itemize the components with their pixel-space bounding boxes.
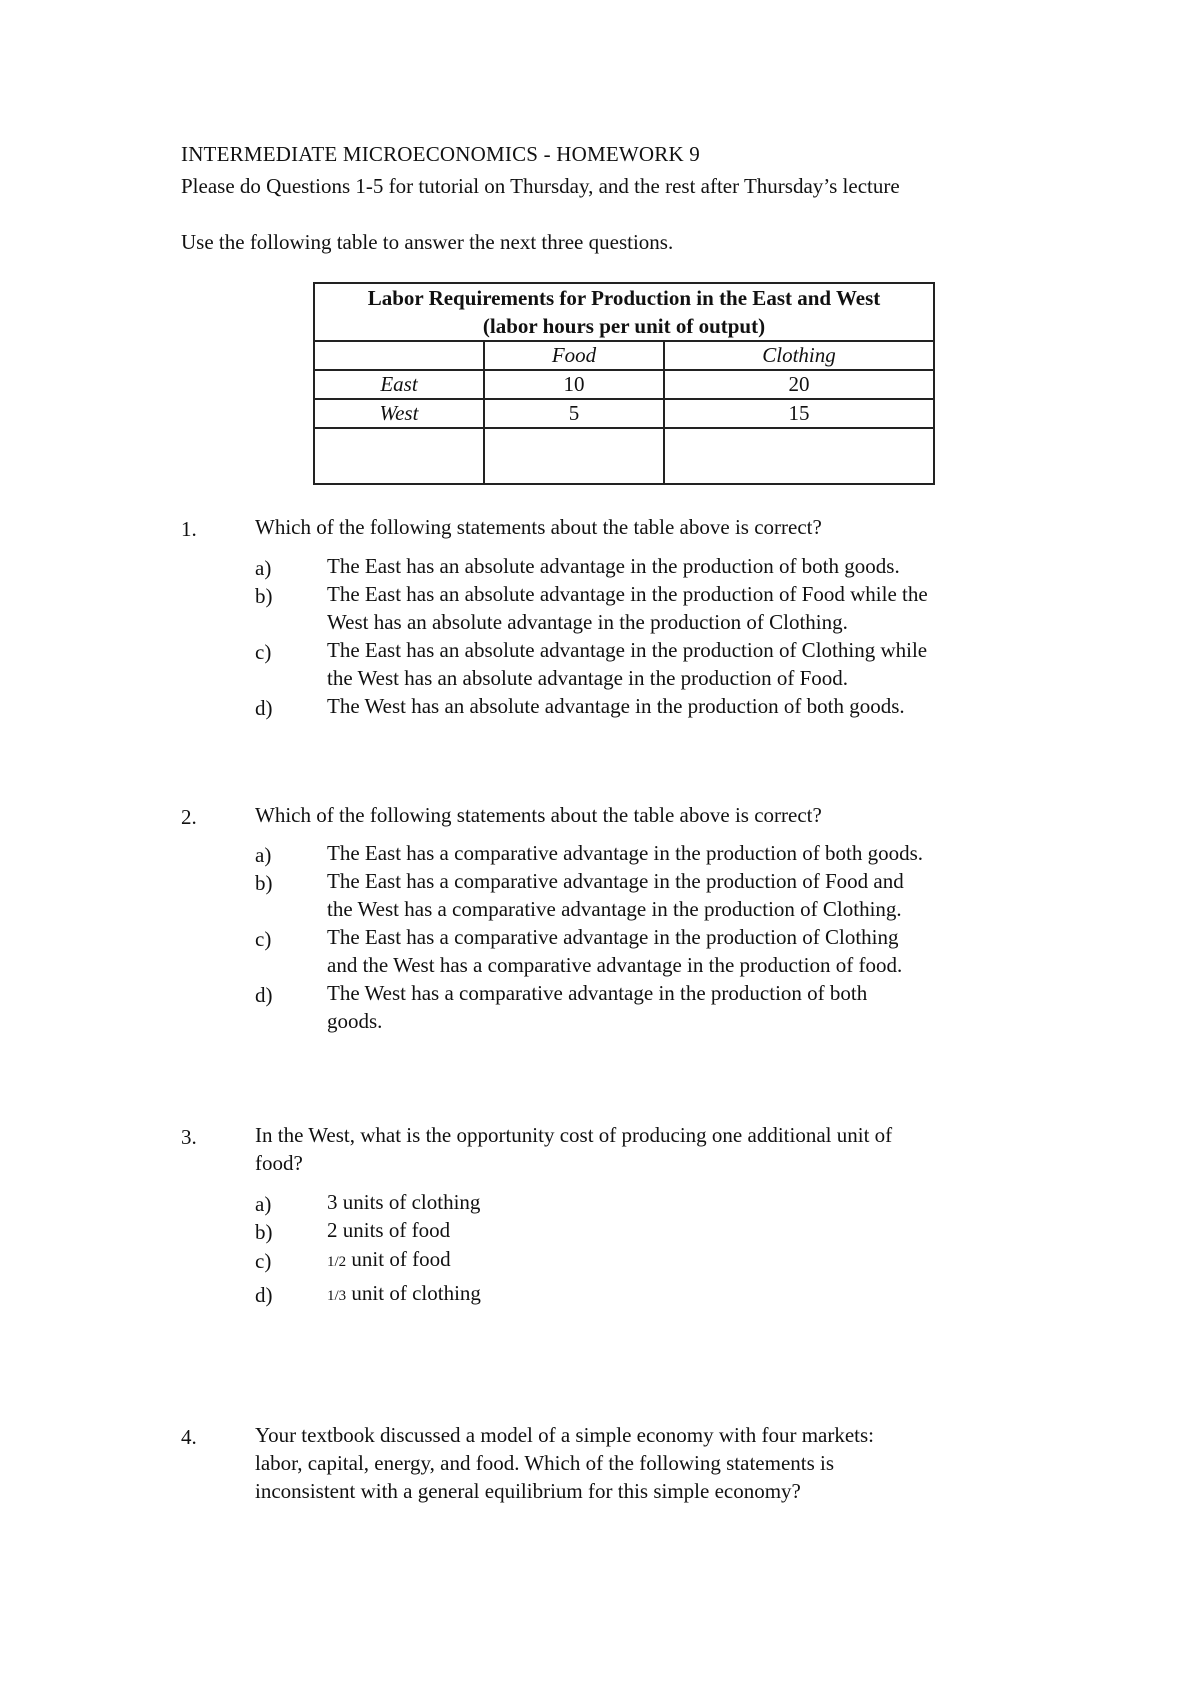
table-caption-row — [314, 283, 934, 341]
question-text-line: In the West, what is the opportunity cost of producing one additional unit of — [255, 1123, 893, 1147]
q2-option-d-letter: d) — [255, 983, 273, 1007]
q1-option-d-text — [327, 692, 905, 720]
question-4-text — [255, 1421, 874, 1505]
empty-cell — [484, 428, 664, 484]
option-line: the West has a comparative advantage in the production of Clothing. — [327, 897, 902, 921]
q2-option-a-text — [327, 839, 923, 867]
question-3-number: 3. — [181, 1125, 197, 1149]
empty-cell — [664, 428, 934, 484]
option-line: The West has an absolute advantage in the production of both goods. — [327, 694, 905, 718]
q3-option-c-text — [327, 1245, 451, 1276]
option-line: The East has a comparative advantage in the production of Clothing — [327, 925, 899, 949]
cell-east-food: 10 — [484, 370, 664, 399]
question-1-text — [255, 513, 822, 541]
q3-option-d-text — [327, 1279, 481, 1310]
q3-option-d-letter: d) — [255, 1283, 273, 1307]
table-row-west — [314, 399, 934, 428]
row-label-east: East — [314, 370, 484, 399]
table-caption-line2: (labor hours per unit of output) — [482, 314, 766, 338]
column-header-clothing: Clothing — [664, 341, 934, 370]
table-caption — [314, 283, 934, 341]
option-line: and the West has a comparative advantage in the production of food. — [327, 953, 903, 977]
q1-option-c-letter: c) — [255, 640, 272, 664]
option-line: The East has a comparative advantage in the production of both goods. — [327, 841, 923, 865]
q1-option-b-text — [327, 580, 928, 636]
q3-option-a-text — [327, 1188, 480, 1216]
fraction-one-half: 1/2 — [327, 1254, 347, 1270]
q3-option-a-letter: a) — [255, 1192, 272, 1216]
question-text-line: food? — [255, 1151, 303, 1175]
q2-option-c-letter: c) — [255, 927, 272, 951]
option-line: The East has an absolute advantage in the production of Clothing while — [327, 638, 928, 662]
q2-option-a-letter: a) — [255, 843, 272, 867]
table-row-east — [314, 370, 934, 399]
option-line — [327, 1279, 481, 1310]
q2-option-b-letter: b) — [255, 871, 273, 895]
table-header-blank — [314, 341, 484, 370]
table-row-empty — [314, 428, 934, 484]
question-2-number: 2. — [181, 805, 197, 829]
q1-option-d-letter: d) — [255, 696, 273, 720]
q1-option-c-text — [327, 636, 927, 692]
q2-option-d-text — [327, 979, 867, 1035]
option-line: 3 units of clothing — [327, 1190, 481, 1214]
option-line: 2 units of food — [327, 1218, 451, 1242]
page-title: INTERMEDIATE MICROECONOMICS - HOMEWORK 9 — [181, 142, 700, 166]
option-line: The West has a comparative advantage in the production of both — [327, 981, 868, 1005]
table-header-row — [314, 341, 934, 370]
table-intro: Use the following table to answer the next three questions. — [181, 230, 674, 254]
option-line: the West has an absolute advantage in the production of Food. — [327, 666, 849, 690]
q2-option-c-text — [327, 923, 902, 979]
q1-option-a-text — [327, 552, 900, 580]
row-label-west: West — [314, 399, 484, 428]
empty-cell — [314, 428, 484, 484]
option-line: The East has a comparative advantage in the production of Food and — [327, 869, 904, 893]
option-line — [327, 1245, 451, 1276]
question-text-line: Which of the following statements about the table above is correct? — [255, 515, 822, 539]
cell-east-clothing: 20 — [664, 370, 934, 399]
column-header-food: Food — [484, 341, 664, 370]
question-text-line: inconsistent with a general equilibrium for this simple economy? — [255, 1479, 801, 1503]
option-line: West has an absolute advantage in the production of Clothing. — [327, 610, 848, 634]
labor-requirements-table — [313, 282, 935, 485]
fraction-one-third: 1/3 — [327, 1288, 347, 1304]
q3-option-c-letter: c) — [255, 1249, 272, 1273]
option-line: goods. — [327, 1009, 383, 1033]
question-2-text — [255, 801, 822, 829]
question-text-line: Which of the following statements about the table above is correct? — [255, 803, 822, 827]
cell-west-food: 5 — [484, 399, 664, 428]
question-text-line: labor, capital, energy, and food. Which of the following statements is — [255, 1451, 835, 1475]
question-4-number: 4. — [181, 1425, 197, 1449]
page-subtitle: Please do Questions 1-5 for tutorial on Thursday, and the rest after Thursday’s lecture — [181, 174, 900, 198]
q3-option-b-letter: b) — [255, 1220, 273, 1244]
option-line: The East has an absolute advantage in the production of both goods. — [327, 554, 900, 578]
cell-west-clothing: 15 — [664, 399, 934, 428]
option-line-rest: unit of clothing — [346, 1281, 481, 1305]
q1-option-b-letter: b) — [255, 584, 273, 608]
option-line: The East has an absolute advantage in the production of Food while the — [327, 582, 928, 606]
option-line-rest: unit of food — [346, 1247, 451, 1271]
q3-option-b-text — [327, 1216, 450, 1244]
q1-option-a-letter: a) — [255, 556, 272, 580]
question-3-text — [255, 1121, 892, 1177]
q2-option-b-text — [327, 867, 904, 923]
question-1-number: 1. — [181, 517, 197, 541]
table-caption-line1: Labor Requirements for Production in the East and West — [367, 286, 881, 310]
question-text-line: Your textbook discussed a model of a simple economy with four markets: — [255, 1423, 875, 1447]
